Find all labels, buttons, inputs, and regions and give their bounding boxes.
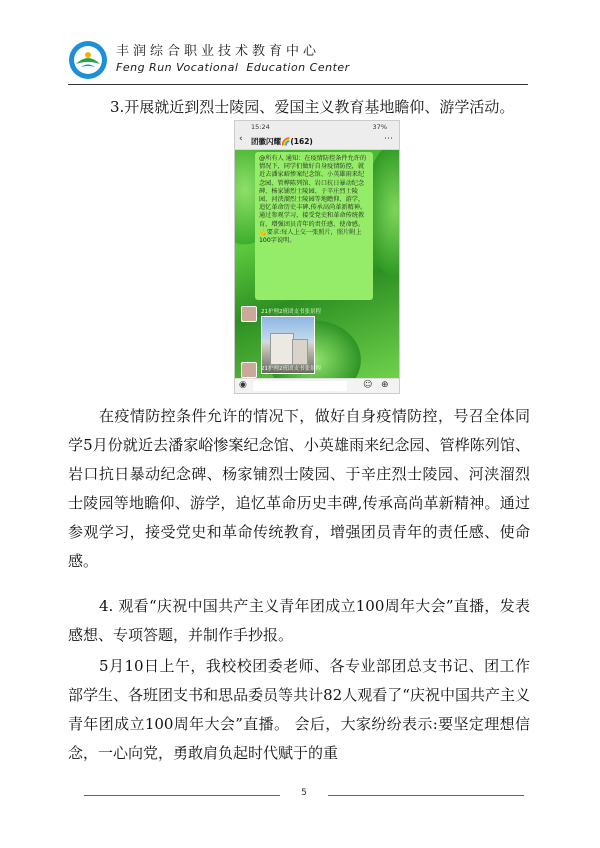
org-name-en: Feng Run Vocational Education Center [116, 61, 350, 74]
phone-status-bar [235, 121, 399, 132]
paragraph-broadcast-viewing: 5月10日上午，我校校团委老师、各专业部团总支书记、团工作部学生、各班团支书和思品委员等共计82人观看了“庆祝中国共产主义青年团成立100周年大会”直播。 会后，大家纷纷表示:要坚定理想信念，一心向党，勇敢肩负起时代赋于的重 [68, 657, 530, 762]
photo-building [270, 333, 294, 365]
more-icon: ⋯ [384, 134, 393, 144]
chat-screenshot [234, 120, 400, 394]
paragraph-section-4-heading: 4. 观看“庆祝中国共产主义青年团成立100周年大会”直播，发表感想、专项答题，并制作手抄报。 [68, 597, 530, 644]
page-footer [84, 788, 524, 802]
status-battery: 37% [372, 123, 387, 131]
plus-icon: ⊕ [381, 380, 389, 390]
chat-header [235, 132, 399, 150]
avatar [241, 362, 257, 378]
school-emblem-icon [68, 40, 108, 80]
photo-building [292, 339, 308, 365]
org-name-cn: 丰润综合职业技术教育中心 [116, 44, 321, 59]
chat-input-bar [235, 378, 399, 394]
back-arrow-icon: ‹ [239, 134, 243, 144]
footer-rule [84, 795, 280, 796]
sender-name: 21护理2班团支书张景程 [261, 366, 321, 372]
avatar [241, 306, 257, 322]
header-divider [68, 84, 528, 85]
status-time: 15:24 [251, 123, 270, 131]
footer-rule [328, 795, 524, 796]
paragraph-activity-description: 在疫情防控条件允许的情况下，做好自身疫情防控，号召全体同学5月份就近去潘家峪惨案纪念馆、小英雄雨来纪念园、管桦陈列馆、岩口抗日暴动纪念碑、杨家铺烈士陵园、于辛庄烈士陵园、河浃溜烈士陵园等地瞻仰、游学，追忆革命历史丰碑,传承高尚革新精神。通过参观学习，接受党史和革命传统教育，增强团员青年的责任感、使命感。 [68, 407, 530, 570]
emoji-icon: ☺ [363, 380, 373, 390]
chat-title: 团徽闪耀🌈(162) [251, 137, 313, 146]
sender-name: 21护理2班团支书张景程 [261, 309, 321, 315]
chat-body [235, 150, 399, 378]
voice-icon: ◉ [239, 380, 247, 390]
section-3-heading: 3.开展就近到烈士陵园、爱国主义教育基地瞻仰、游学活动。 [110, 98, 515, 116]
message-input [253, 381, 347, 391]
page-header [68, 38, 528, 82]
page-number: 5 [301, 788, 307, 798]
message-bubble: @所有人 通知：在疫情防控条件允许的情况下，同学们做好自身疫情防控，就近去潘家峪惨案纪念馆、小英雄雨来纪念园、管桦陈列馆、岩口抗日暴动纪念碑、杨家铺烈士陵园、于辛庄烈士陵园、河浃溜烈士陵园等地瞻仰、游学，追忆革命历史丰碑,传承高尚革新精神。通过参观学习，接受党史和革命传统教育，增强团员青年的责任感、使命感。💪要求:每人上交一张照片，照片附上100字说明。 [255, 152, 373, 300]
